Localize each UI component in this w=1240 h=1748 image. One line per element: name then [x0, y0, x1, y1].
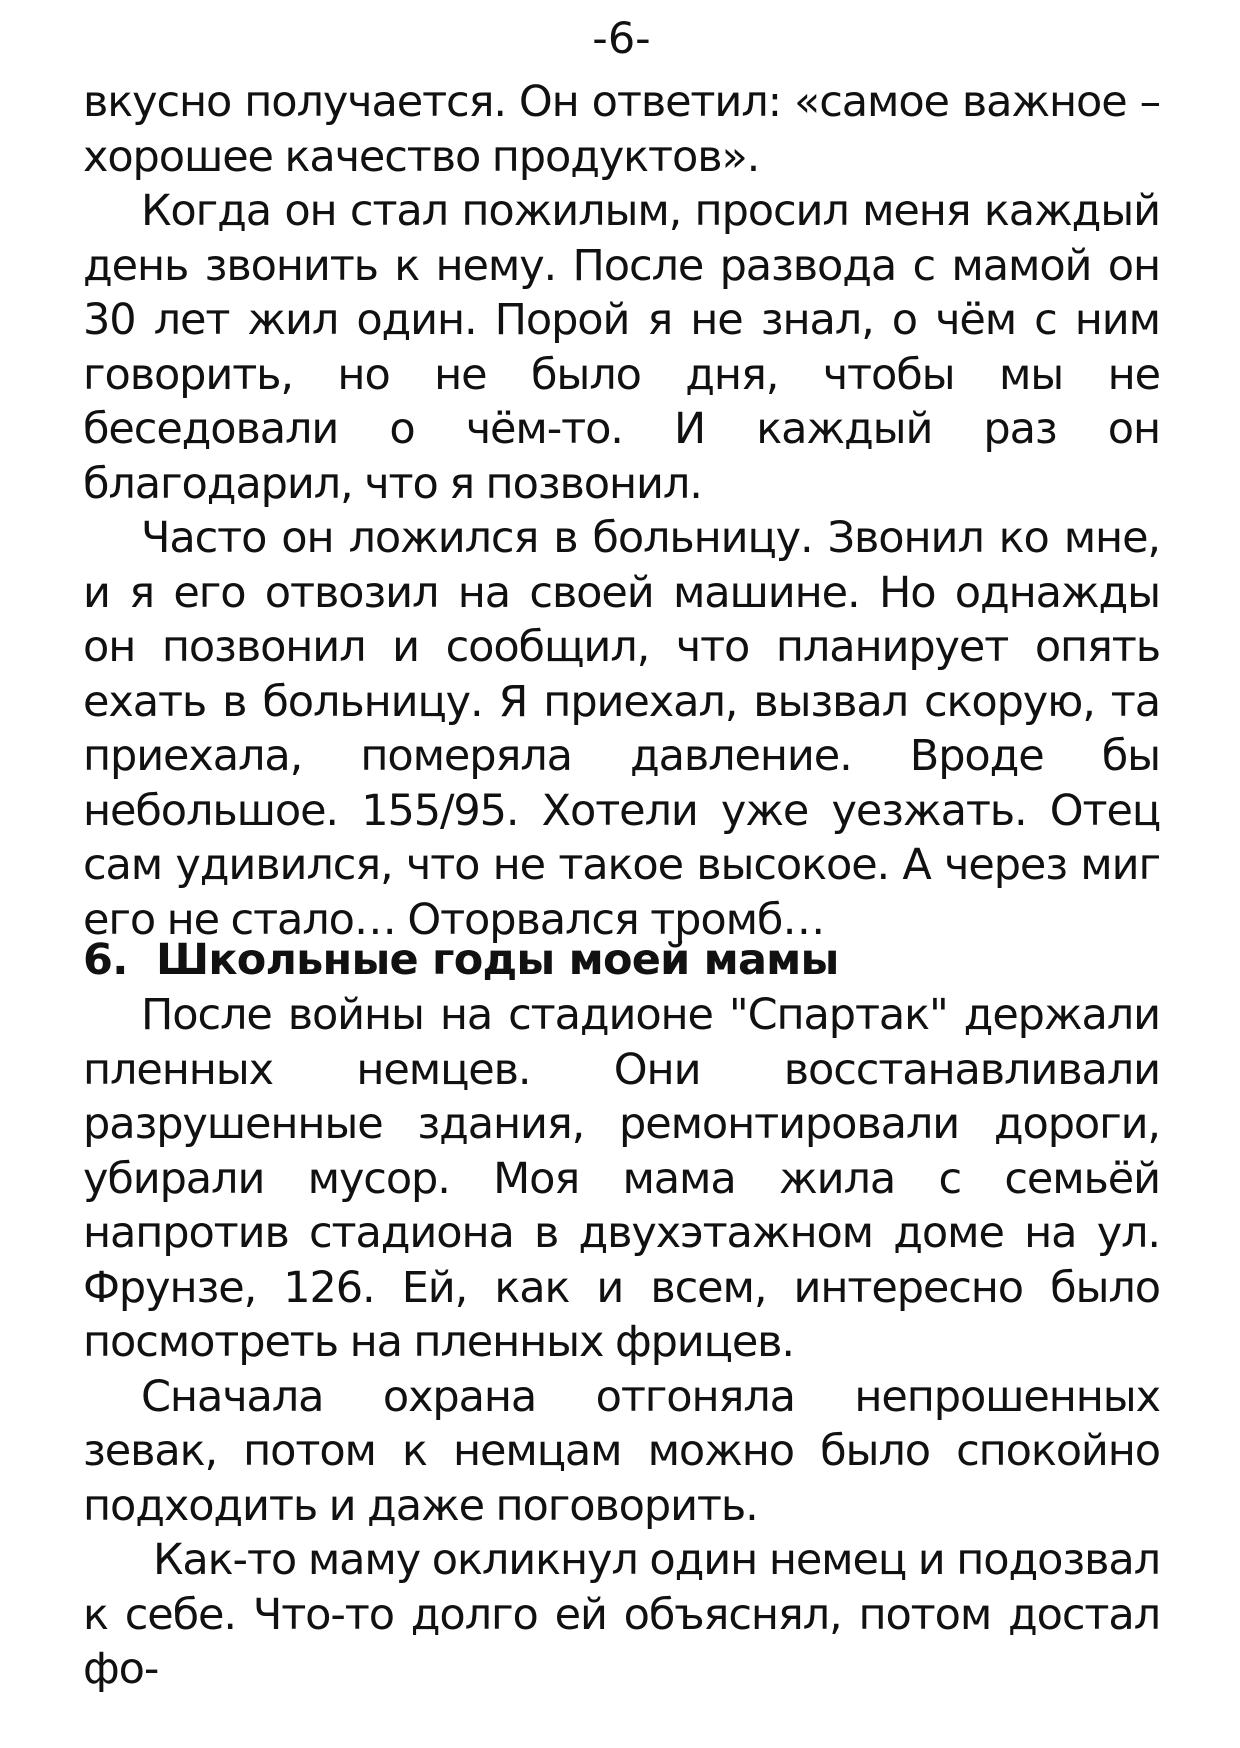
paragraph-german-called: Как-то маму окликнул один немец и подозвал к себе. Что-то долго ей объяснял, потом достал фо- — [83, 1535, 1160, 1694]
paragraph-continuation: вкусно получается. Он ответил: «самое важное – хорошее качество продуктов». — [83, 77, 1160, 182]
text-block-before-heading — [83, 75, 1160, 947]
page-number: -6- — [592, 14, 651, 64]
paragraph-prisoners: После войны на стадионе "Спартак" держали пленных немцев. Они восстанавливали разрушенные здания, ремонтировали дороги, убирали мусор. Моя мама жила с семьёй напротив стадиона в двухэтажном доме на ул. Фрунзе, 126. Ей, как и всем, интересно было посмотреть на пленных фрицев. — [83, 990, 1160, 1367]
text-block-after-heading — [83, 988, 1160, 1697]
paragraph-hospital: Часто он ложился в больницу. Звонил ко мне, и я его отвозил на своей машине. Но однажды он позвонил и сообщил, что планирует опять ехать в больницу. Я приехал, вызвал скорую, та приехала, померяла давление. Вроде бы небольшое. 155/95. Хотели уже уезжать. Отец сам удивился, что не такое высокое. А через миг его не стало… Оторвался тромб… — [83, 513, 1160, 945]
section-title: Школьные годы моей мамы — [156, 935, 839, 985]
paragraph-guards: Сначала охрана отгоняла непрошенных зевак, потом к немцам можно было спокойно подходить и даже поговорить. — [83, 1371, 1160, 1531]
paragraph-elderly-calls: Когда он стал пожилым, просил меня каждый день звонить к нему. После развода с мамой он 30 лет жил один. Порой я не знал, о чём с ним говорить, но не было дня, чтобы мы не беседовали о чём-то. И каждый раз он благодарил, что я позвонил. — [83, 186, 1160, 509]
section-heading — [83, 933, 1160, 987]
section-number: 6. — [83, 935, 128, 985]
book-page — [83, 0, 1160, 1748]
